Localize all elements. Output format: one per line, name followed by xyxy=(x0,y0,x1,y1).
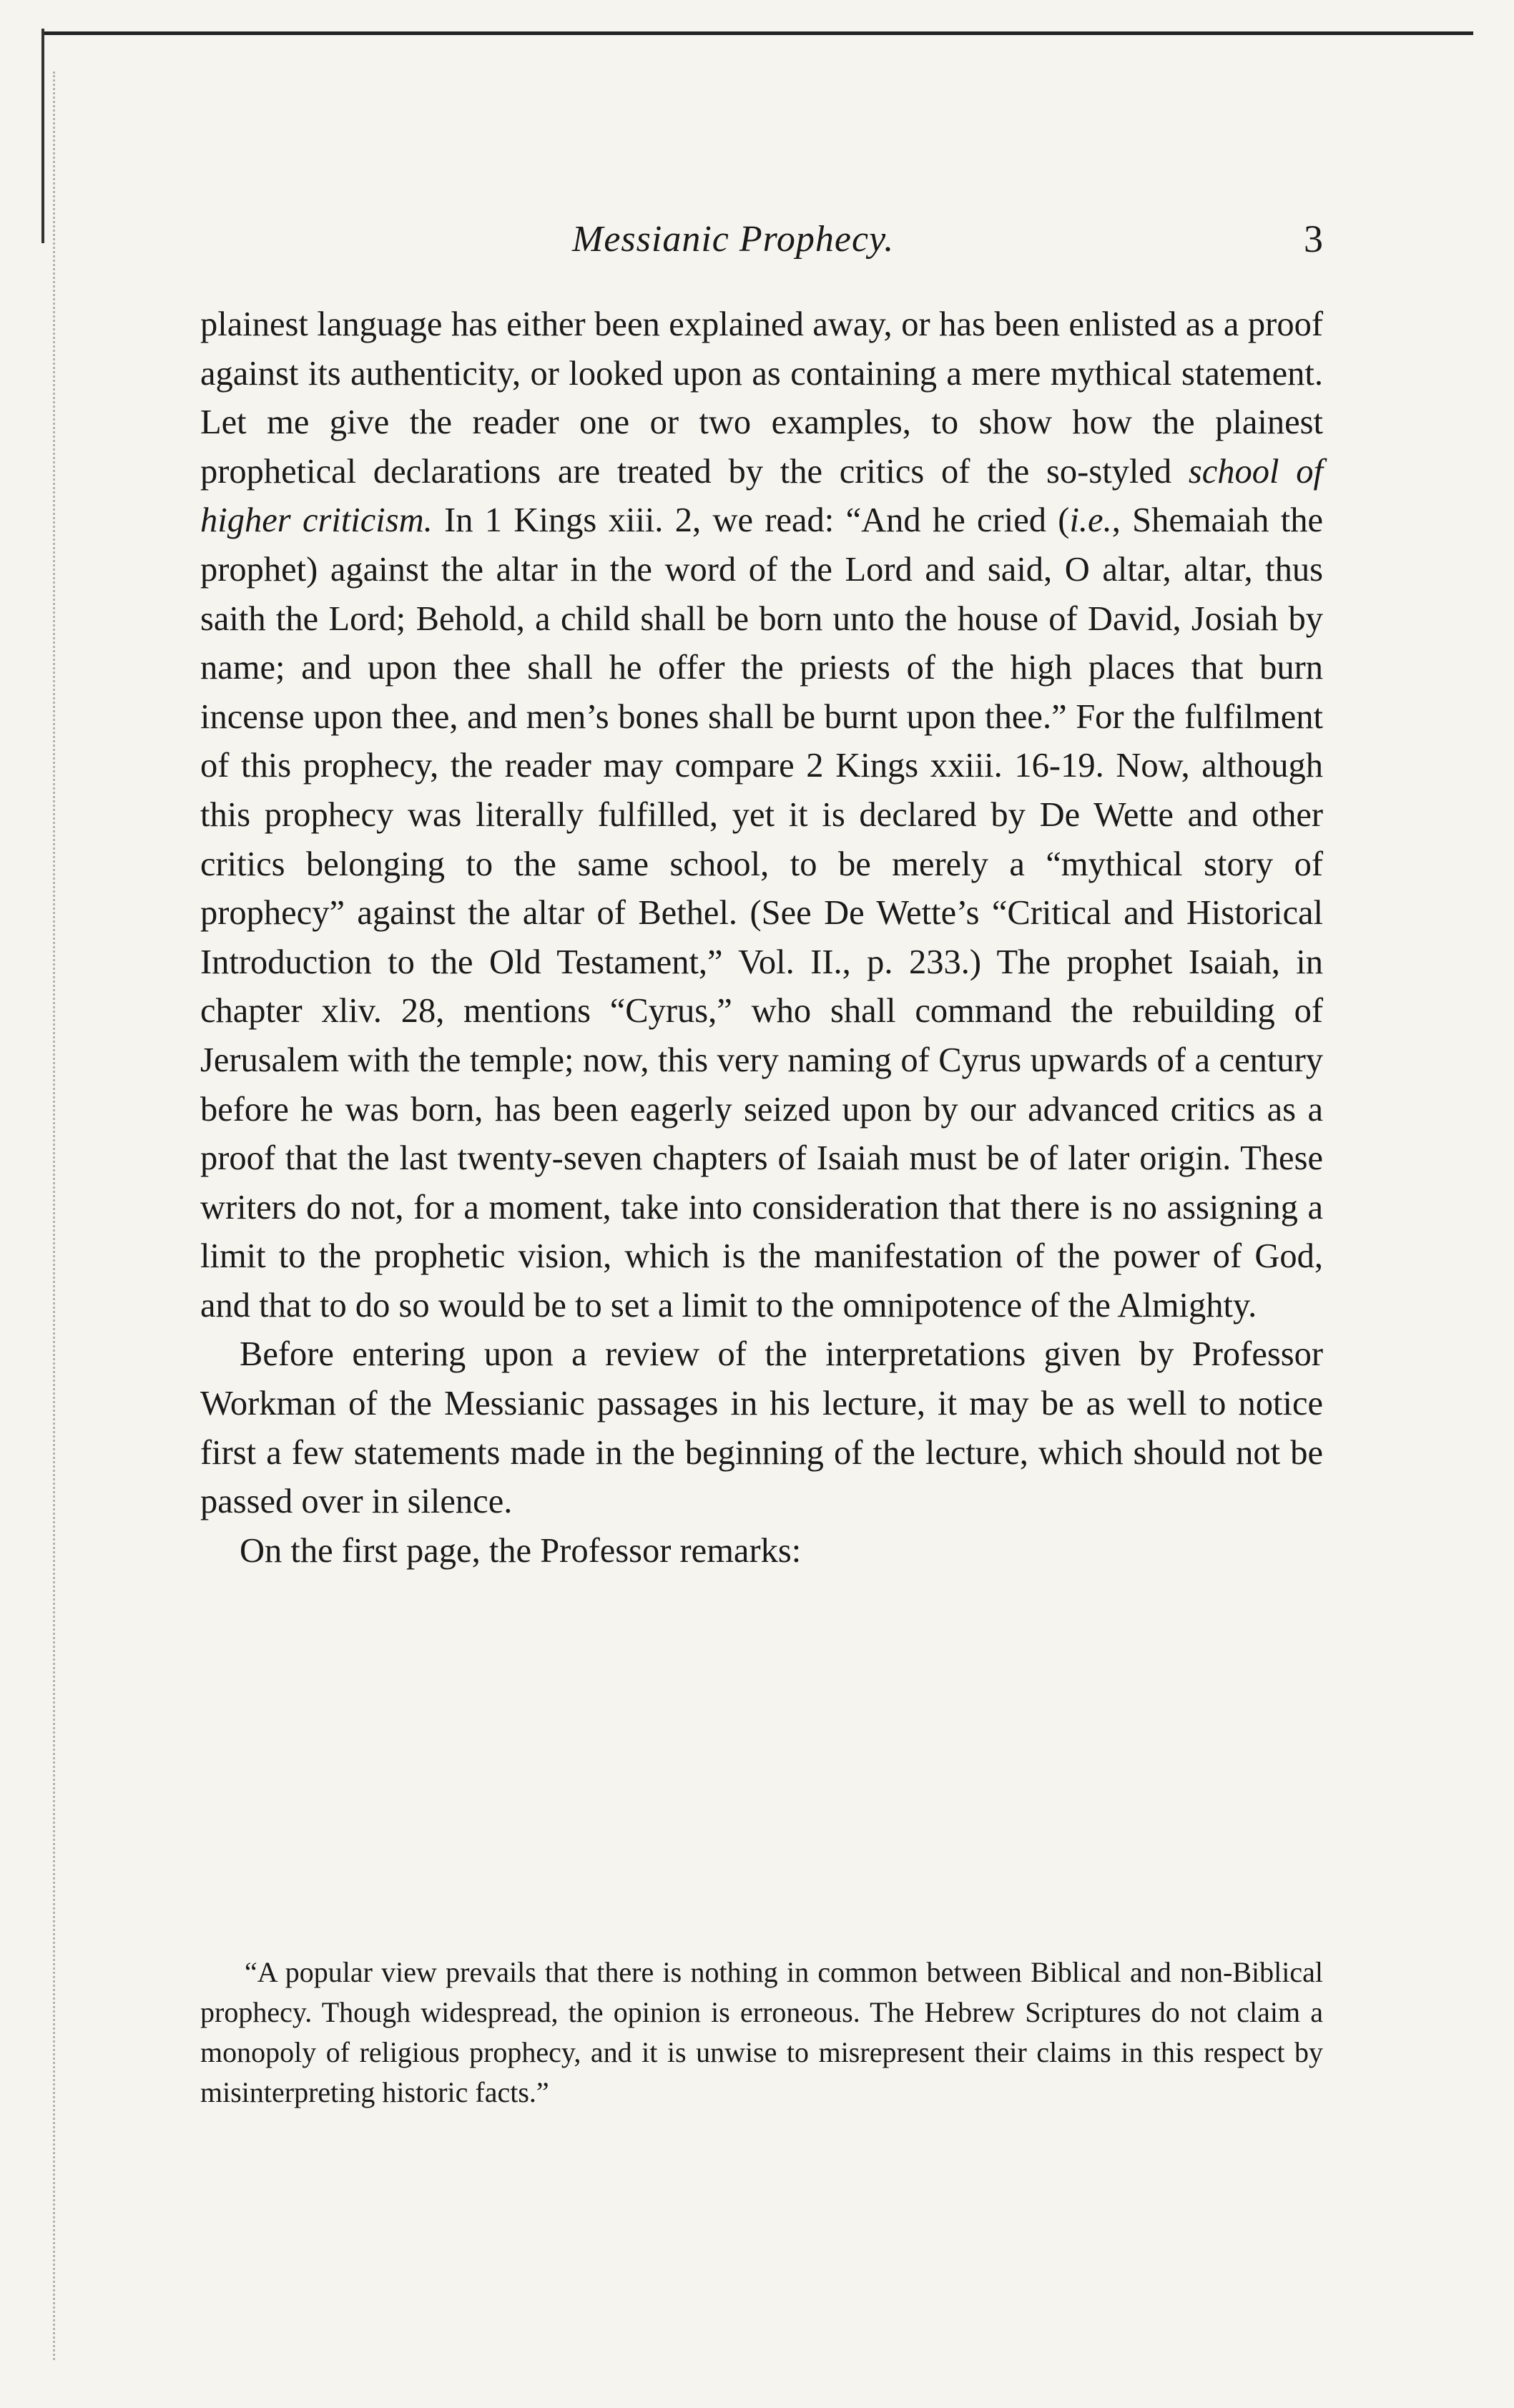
paragraph-1-part-c: , Shemaiah the prophet) against the altar in the word of the Lord and said, O altar, altar, thus saith the Lord; Behold, a child shall be born unto the house of David, Josiah by name; and upon thee shall he offer the priests of the high places that burn incense upon thee, and men’s bones shall be burnt upon thee.” For the fulfilment of this prophecy, the reader may compare 2 Kings xxiii. 16-19. Now, although this prophecy was literally fulfilled, yet it is declared by De Wette and other critics belonging to the same school, to be merely a “mythical story of prophecy” against the altar of Bethel. (See De Wette’s “Critical and Historical Introduction to the Old Testament,” Vol. II., p. 233.) The prophet Isaiah, in chapter xliv. 28, mentions “Cyrus,” who shall command the rebuilding of Jerusalem with the temple; now, this very naming of Cyrus upwards of a century before he was born, has been eagerly seized upon by our advanced critics as a proof that the last twenty-seven chapters of Isaiah must be of later origin. These writers do not, for a moment, take into consideration that there is no assigning a limit to the prophetic vision, which is the manifestation of the power of God, and that to do so would be to set a limit to the omnipotence of the Almighty. xyxy=(200,501,1323,1325)
running-title: Messianic Prophecy. xyxy=(572,219,895,260)
binding-margin-marks xyxy=(53,72,58,2360)
quote-text: “A popular view prevails that there is nothing in common between Biblical and non-Biblical prophecy. Though widespread, the opinion is erroneous. The Hebrew Scriptures do not claim a monopoly of religious prophecy, and it is unwise to misrepresent their claims in this respect by misinterpreting historic facts.” xyxy=(200,1956,1323,2108)
block-quote xyxy=(200,1952,1323,2113)
paragraph-1-part-b: In 1 Kings xiii. 2, we read: “And he cried ( xyxy=(432,501,1070,540)
page-header xyxy=(200,211,1323,268)
body-text xyxy=(200,300,1323,1576)
paragraph-1-part-a: plainest language has either been explained away, or has been enlisted as a proof against its authenticity, or looked upon as containing a mere mythical statement. Let me give the reader one or two examples, to show how the plainest prophetical declarations are treated by the critics of the so-styled xyxy=(200,305,1323,491)
top-rule xyxy=(43,31,1473,35)
page-number: 3 xyxy=(1304,217,1323,260)
paragraph-1-emphasis-ie: i.e. xyxy=(1069,501,1112,540)
paragraph-3: On the first page, the Professor remarks: xyxy=(240,1531,802,1570)
binding-edge xyxy=(41,29,44,243)
paragraph-1 xyxy=(200,300,1323,1330)
paragraph-1-emphasis-school: school of higher criticism. xyxy=(200,452,1323,540)
paragraph-2: Before entering upon a review of the interpretations given by Professor Workman of the Messianic passages in his lecture, it may be as well to notice first a few statements made in the beginning of the lecture, which should not be passed over in silence. xyxy=(200,1335,1323,1521)
